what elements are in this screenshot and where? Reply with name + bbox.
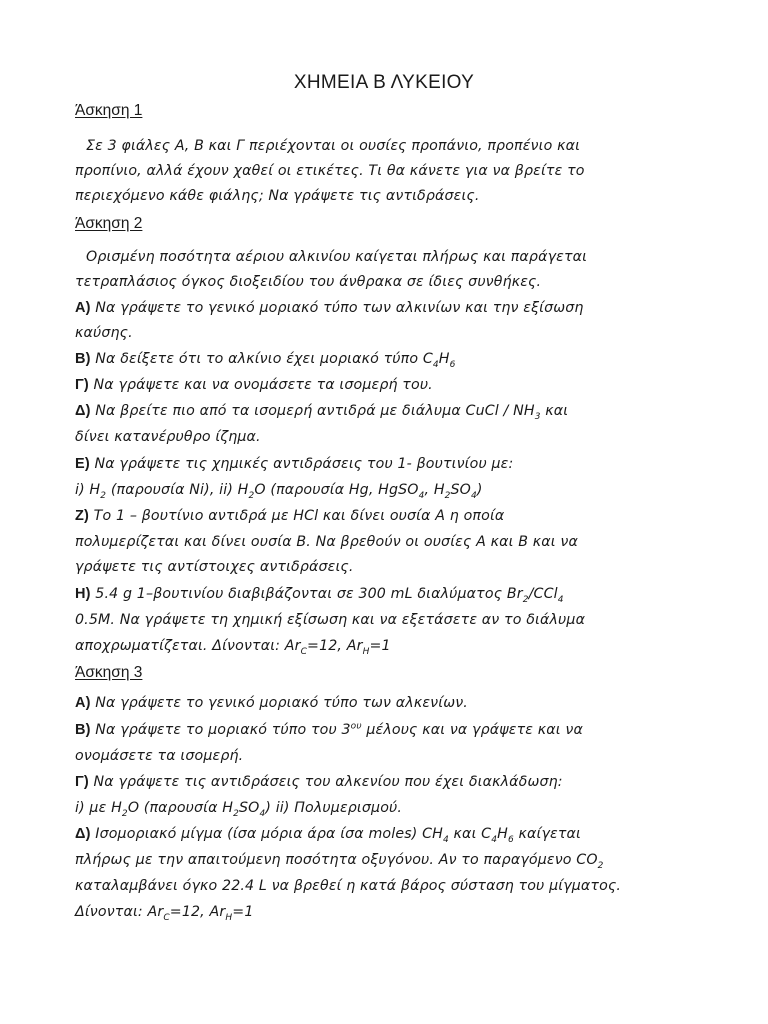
exercise-2-question-h-cont-2 <box>75 637 391 655</box>
exercise-3-question-d-cont-3 <box>75 903 254 921</box>
exercise-1-line-1: Σε 3 φιάλες Α, Β και Γ περιέχονται οι ουσίες προπάνιο, προπένιο και <box>86 138 581 154</box>
question-text: SO <box>238 800 260 816</box>
question-label: Β) <box>75 351 91 367</box>
subscript: C <box>300 646 308 657</box>
question-label: Α) <box>75 300 91 316</box>
question-text: /CCl <box>528 586 558 602</box>
exercise-3-question-b <box>75 721 583 739</box>
subscript: 2 <box>444 490 451 501</box>
exercise-3-question-d <box>75 825 581 843</box>
exercise-3-question-c-cont <box>75 799 402 817</box>
question-text: Δίνονται: Ar <box>75 904 164 920</box>
formula-text: O (παρουσία Hg, HgSO <box>254 482 419 498</box>
question-label: Ζ) <box>75 508 89 524</box>
exercise-2-question-d <box>75 402 568 420</box>
question-label: Δ) <box>75 826 91 842</box>
exercise-3-question-d-cont-2: καταλαμβάνει όγκο 22.4 L να βρεθεί η κατά βάρος σύσταση του μίγματος. <box>75 878 622 894</box>
subscript: 2 <box>597 860 604 871</box>
formula-text: (παρουσία Ni), ii) H <box>106 482 249 498</box>
question-text: Ισομοριακό μίγμα (ίσα μόρια άρα ίσα moles) CH <box>95 826 443 842</box>
question-text: 5.4 g 1–βουτινίου διαβιβάζονται σε 300 mL διαλύματος Br <box>95 586 523 602</box>
exercise-2-heading: Άσκηση 2 <box>75 215 143 232</box>
exercise-2-question-e-cont <box>75 481 483 499</box>
question-text: και <box>540 403 569 419</box>
exercise-1-heading: Άσκηση 1 <box>75 102 143 119</box>
question-text: Να γράψετε το γενικό μοριακό τύπο των αλκενίων. <box>95 695 468 711</box>
subscript: 2 <box>522 594 529 605</box>
question-text: ) ii) Πολυμερισμού. <box>265 800 403 816</box>
exercise-1-line-2: προπίνιο, αλλά έχουν χαθεί οι ετικέτες. Τι θα κάνετε για να βρείτε το <box>75 163 585 179</box>
question-text: H <box>497 826 508 842</box>
subscript: 4 <box>471 490 477 501</box>
question-text: και C <box>448 826 492 842</box>
exercise-2-question-z-cont-2: γράψετε τις αντίστοιχες αντιδράσεις. <box>75 559 354 575</box>
question-label: Η) <box>75 586 91 602</box>
exercise-2-question-d-cont: δίνει κατανέρυθρο ίζημα. <box>75 429 261 445</box>
question-text: αποχρωματίζεται. Δίνονται: Ar <box>75 638 301 654</box>
subscript: 4 <box>432 359 439 370</box>
question-text: καίγεται <box>513 826 581 842</box>
formula-text: SO <box>450 482 472 498</box>
superscript: ου <box>350 721 362 732</box>
exercise-2-question-h <box>75 585 564 603</box>
exercise-3-heading: Άσκηση 3 <box>75 664 143 681</box>
question-text: =1 <box>369 638 391 654</box>
exercise-3-question-d-cont-1 <box>75 851 604 869</box>
question-text: Να γράψετε και να ονομάσετε τα ισομερή του. <box>93 377 433 393</box>
exercise-2-question-z-cont-1: πολυμερίζεται και δίνει ουσία Β. Να βρεθούν οι ουσίες Α και Β και να <box>75 534 578 550</box>
question-label: Γ) <box>75 774 89 790</box>
subscript: 2 <box>248 490 255 501</box>
question-text: Να βρείτε πιο από τα ισομερή αντιδρά με διάλυμα CuCl / NH <box>95 403 535 419</box>
exercise-2-question-c <box>75 376 433 394</box>
exercise-2-question-a-cont: καύσης. <box>75 325 133 341</box>
question-text: =12, Ar <box>307 638 363 654</box>
subscript: 6 <box>507 834 514 845</box>
subscript: 4 <box>491 834 498 845</box>
exercise-3-question-b-cont: ονομάσετε τα ισομερή. <box>75 748 244 764</box>
question-text: Να γράψετε το γενικό μοριακό τύπο των αλκινίων και την εξίσωση <box>95 300 584 316</box>
subscript: 2 <box>121 808 128 819</box>
exercise-2-question-b <box>75 350 456 368</box>
question-label: Γ) <box>75 377 89 393</box>
question-text: O (παρουσία H <box>127 800 234 816</box>
question-text: H <box>438 351 450 367</box>
question-text: πλήρως με την απαιτούμενη ποσότητα οξυγόνου. Αν το παραγόμενο CO <box>75 852 598 868</box>
question-text: i) με H <box>75 800 122 816</box>
exercise-2-question-z <box>75 507 504 525</box>
formula-text: ) <box>476 482 483 498</box>
exercise-2-intro-line-2: τετραπλάσιος όγκος διοξειδίου του άνθρακα σε ίδιες συνθήκες. <box>75 274 542 290</box>
formula-text: i) H <box>75 482 101 498</box>
question-text: =12, Ar <box>169 904 226 920</box>
question-text: Να δείξετε ότι το αλκίνιο έχει μοριακό τύπο C <box>95 351 433 367</box>
subscript: H <box>225 912 233 923</box>
page-title: ΧΗΜΕΙΑ Β ΛΥΚΕΙΟΥ <box>293 72 475 93</box>
question-text: Να γράψετε το μοριακό τύπο του 3 <box>95 722 351 738</box>
question-text: =1 <box>232 904 254 920</box>
question-label: Β) <box>75 722 91 738</box>
question-text: Να γράψετε τις χημικές αντιδράσεις του 1- βουτινίου με: <box>94 456 514 472</box>
subscript: 4 <box>557 594 564 605</box>
subscript: 4 <box>443 834 449 845</box>
exercise-2-question-a <box>75 299 584 317</box>
formula-text: , H <box>424 482 445 498</box>
question-label: Ε) <box>75 456 90 472</box>
subscript: 6 <box>449 359 456 370</box>
exercise-2-question-h-cont-1: 0.5M. Να γράψετε τη χημική εξίσωση και να εξετάσετε αν το διάλυμα <box>75 612 586 628</box>
subscript: 3 <box>534 411 541 422</box>
subscript: C <box>163 912 170 923</box>
question-label: Δ) <box>75 403 91 419</box>
exercise-3-question-c <box>75 773 563 791</box>
exercise-1-line-3: περιεχόμενο κάθε φιάλης; Να γράψετε τις αντιδράσεις. <box>75 188 480 204</box>
question-text: Το 1 – βουτίνιο αντιδρά με HCl και δίνει ουσία Α η οποία <box>93 508 505 524</box>
exercise-2-question-e <box>75 455 513 473</box>
subscript: H <box>362 646 370 657</box>
subscript: 2 <box>100 490 107 501</box>
exercise-3-question-a <box>75 694 468 712</box>
subscript: 2 <box>233 808 239 819</box>
subscript: 4 <box>259 808 266 819</box>
subscript: 4 <box>418 490 425 501</box>
question-text: μέλους και να γράψετε και να <box>361 722 583 738</box>
question-text: Να γράψετε τις αντιδράσεις του αλκενίου που έχει διακλάδωση: <box>93 774 563 790</box>
exercise-2-intro-line-1: Ορισμένη ποσότητα αέριου αλκινίου καίγεται πλήρως και παράγεται <box>86 249 588 265</box>
question-label: Α) <box>75 695 91 711</box>
